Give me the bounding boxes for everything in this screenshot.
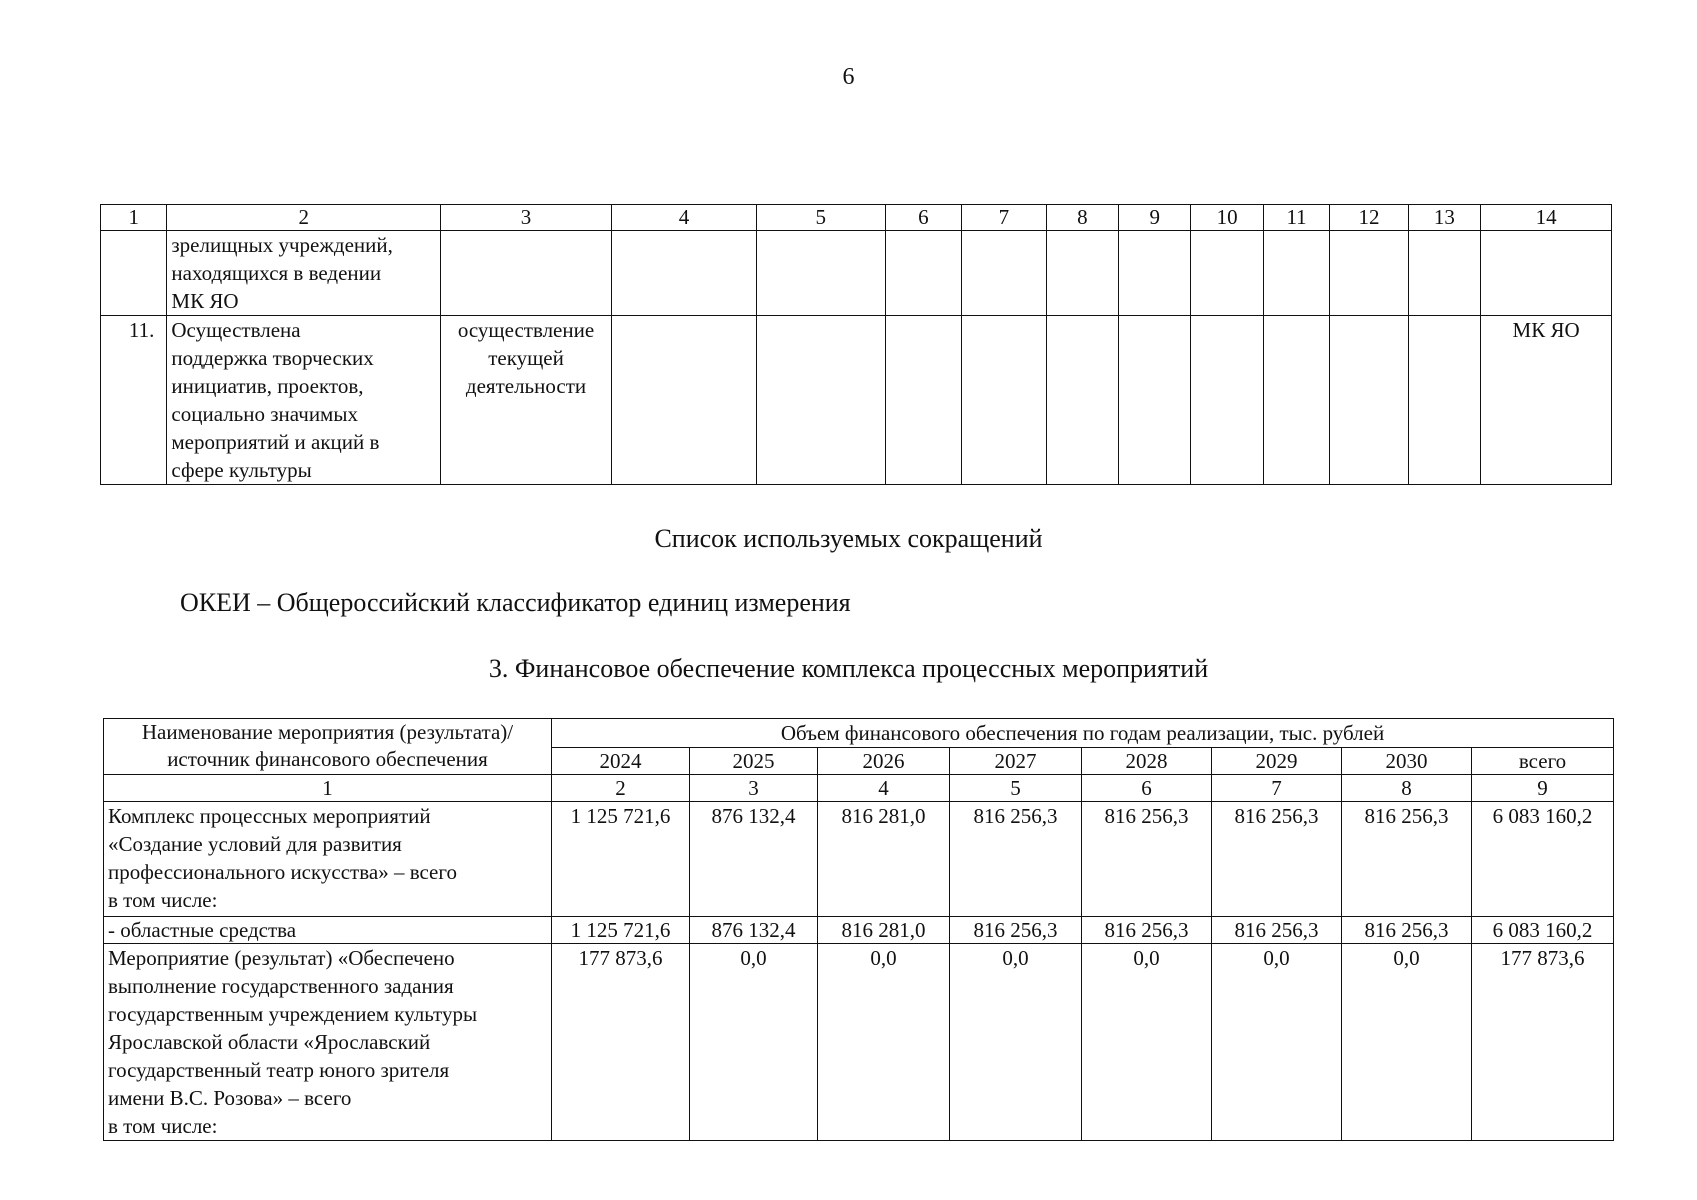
header-cell: 4 — [612, 205, 757, 231]
header-cell: 3 — [441, 205, 612, 231]
value-cell: 816 256,3 — [1212, 802, 1342, 917]
empty-cell — [612, 231, 757, 316]
row-name-cell: - областные средства — [104, 917, 552, 944]
value-cell: 0,0 — [690, 944, 818, 1141]
year-cell: 2025 — [690, 748, 818, 775]
column-number-cell: 5 — [950, 775, 1082, 802]
table-row — [104, 944, 1614, 1141]
abbreviation-item: ОКЕИ – Общероссийский классификатор единиц измерения — [180, 588, 851, 617]
value-cell: 1 125 721,6 — [552, 917, 690, 944]
row-number-cell: 11. — [101, 316, 167, 485]
empty-cell — [1191, 231, 1263, 316]
measure-name-cell: Осуществлена поддержка творческих инициатив, проектов, социально значимых мероприятий и акций в сфере культуры — [167, 316, 441, 485]
total-cell: 6 083 160,2 — [1472, 917, 1614, 944]
empty-cell — [885, 231, 961, 316]
value-cell: 0,0 — [950, 944, 1082, 1141]
empty-cell — [441, 231, 612, 316]
value-cell: 0,0 — [1342, 944, 1472, 1141]
empty-cell — [1119, 316, 1191, 485]
header-cell: 6 — [885, 205, 961, 231]
empty-cell — [962, 231, 1047, 316]
header-cell: 13 — [1408, 205, 1480, 231]
year-cell: 2030 — [1342, 748, 1472, 775]
table-header-row — [104, 719, 1614, 748]
value-cell: 816 281,0 — [818, 917, 950, 944]
empty-cell — [1046, 231, 1118, 316]
year-cell: 2027 — [950, 748, 1082, 775]
empty-cell — [1330, 231, 1408, 316]
row-name-cell: Мероприятие (результат) «Обеспечено выполнение государственного задания государственным учреждением культуры Ярославской области «Ярославский государственный театр юного зрителя имени В.С. Розова» – всего в том числе: — [104, 944, 552, 1141]
value-cell: 816 256,3 — [1342, 917, 1472, 944]
header-cell: 14 — [1481, 205, 1612, 231]
value-cell: 816 256,3 — [1342, 802, 1472, 917]
finance-table — [103, 718, 1614, 1141]
table-row — [101, 316, 1612, 485]
value-cell: 0,0 — [1082, 944, 1212, 1141]
measure-type-cell: осуществление текущей деятельности — [441, 316, 612, 485]
empty-cell — [1408, 231, 1480, 316]
header-cell: 1 — [101, 205, 167, 231]
table-row — [101, 231, 1612, 316]
header-cell: 5 — [756, 205, 885, 231]
year-cell: всего — [1472, 748, 1614, 775]
row-name-cell: Комплекс процессных мероприятий «Создание условий для развития профессионального искусства» – всего в том числе: — [104, 802, 552, 917]
header-cell: 8 — [1046, 205, 1118, 231]
column-number-cell: 8 — [1342, 775, 1472, 802]
page-number: 6 — [842, 64, 855, 90]
empty-cell — [1046, 316, 1118, 485]
table-header-row — [101, 205, 1612, 231]
name-header-cell: Наименование мероприятия (результата)/ источник финансового обеспечения — [104, 719, 552, 775]
abbreviations-title: Список используемых сокращений — [654, 524, 1043, 553]
empty-cell — [1191, 316, 1263, 485]
value-cell: 876 132,4 — [690, 802, 818, 917]
year-cell: 2026 — [818, 748, 950, 775]
empty-cell — [756, 231, 885, 316]
responsible-cell: МК ЯО — [1481, 316, 1612, 485]
measure-name-cell: зрелищных учреждений, находящихся в ведении МК ЯО — [167, 231, 441, 316]
table-row — [104, 802, 1614, 917]
value-cell: 816 256,3 — [1082, 917, 1212, 944]
empty-cell — [1263, 231, 1329, 316]
value-cell: 816 256,3 — [1082, 802, 1212, 917]
value-cell: 1 125 721,6 — [552, 802, 690, 917]
header-cell: 12 — [1330, 205, 1408, 231]
empty-cell — [101, 231, 167, 316]
value-cell: 876 132,4 — [690, 917, 818, 944]
total-cell: 6 083 160,2 — [1472, 802, 1614, 917]
empty-cell — [1119, 231, 1191, 316]
header-cell: 7 — [962, 205, 1047, 231]
empty-cell — [612, 316, 757, 485]
year-cell: 2028 — [1082, 748, 1212, 775]
header-cell: 11 — [1263, 205, 1329, 231]
empty-cell — [1330, 316, 1408, 485]
column-number-cell: 7 — [1212, 775, 1342, 802]
value-cell: 816 256,3 — [950, 802, 1082, 917]
value-cell: 0,0 — [1212, 944, 1342, 1141]
value-cell: 816 256,3 — [1212, 917, 1342, 944]
column-number-cell: 9 — [1472, 775, 1614, 802]
value-cell: 816 256,3 — [950, 917, 1082, 944]
column-number-cell: 1 — [104, 775, 552, 802]
year-cell: 2029 — [1212, 748, 1342, 775]
column-number-cell: 2 — [552, 775, 690, 802]
header-cell: 9 — [1119, 205, 1191, 231]
empty-cell — [885, 316, 961, 485]
year-cell: 2024 — [552, 748, 690, 775]
column-number-cell: 4 — [818, 775, 950, 802]
total-cell: 177 873,6 — [1472, 944, 1614, 1141]
column-number-cell: 3 — [690, 775, 818, 802]
table-row — [104, 917, 1614, 944]
value-cell: 816 281,0 — [818, 802, 950, 917]
section-title: 3. Финансовое обеспечение комплекса процессных мероприятий — [488, 654, 1209, 683]
measures-table — [100, 204, 1612, 485]
column-number-row — [104, 775, 1614, 802]
empty-cell — [1263, 316, 1329, 485]
empty-cell — [962, 316, 1047, 485]
empty-cell — [756, 316, 885, 485]
header-cell: 2 — [167, 205, 441, 231]
empty-cell — [1481, 231, 1612, 316]
value-cell: 0,0 — [818, 944, 950, 1141]
volume-header-cell: Объем финансового обеспечения по годам реализации, тыс. рублей — [552, 719, 1614, 748]
column-number-cell: 6 — [1082, 775, 1212, 802]
header-cell: 10 — [1191, 205, 1263, 231]
value-cell: 177 873,6 — [552, 944, 690, 1141]
empty-cell — [1408, 316, 1480, 485]
